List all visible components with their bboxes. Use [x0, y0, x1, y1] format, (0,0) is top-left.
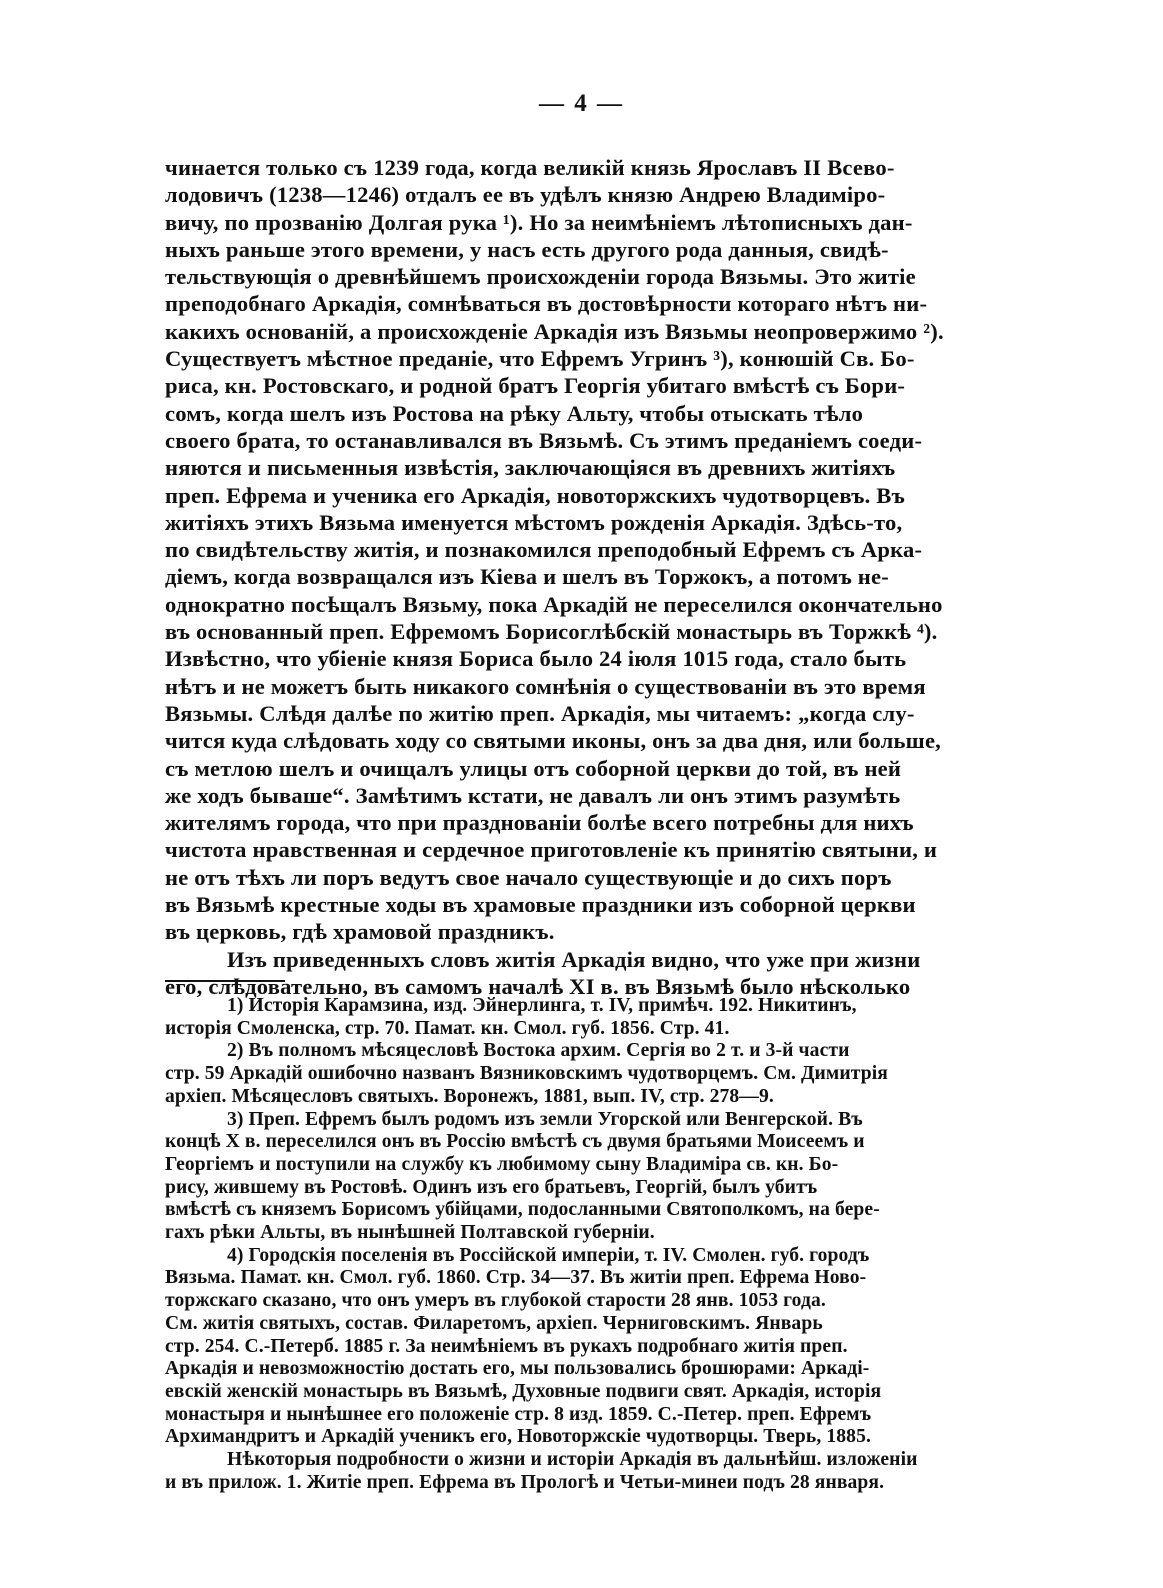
text-line: житіяхъ этихъ Вязьма именуется мѣстомъ рожденія Аркадія. Здѣсь-то, — [165, 509, 903, 535]
text-line: няются и письменныя извѣстія, заключающіяся въ древнихъ житіяхъ — [165, 455, 896, 481]
footnote-line: и въ прилож. 1. Житіе преп. Ефрема въ Прологѣ и Четьи-минеи подъ 28 января. — [165, 1471, 885, 1493]
text-line: въ церковь, гдѣ храмовой праздникъ. — [165, 919, 555, 945]
main-text — [165, 154, 995, 1000]
footnote-line: стр. 254. С.-Петерб. 1885 г. За неимѣніемъ въ рукахъ подробнаго житія преп. — [165, 1335, 848, 1357]
footnote-line: архіеп. Мѣсяцесловъ святыхъ. Воронежъ, 1881, вып. IV, стр. 278—9. — [165, 1085, 774, 1107]
text-line: не отъ тѣхъ ли поръ ведутъ свое начало существующіе и до сихъ поръ — [165, 864, 892, 890]
text-line: его, слѣдовательно, въ самомъ началѣ XI в. въ Вязьмѣ было нѣсколько — [165, 973, 911, 999]
text-line: лодовичъ (1238—1246) отдалъ ее въ удѣлъ князю Андрею Владиміро- — [165, 182, 886, 208]
footnote-line: вмѣстѣ съ княземъ Борисомъ убійцами, подосланными Святополкомъ, на бере- — [165, 1199, 880, 1221]
text-line: въ основанный преп. Ефремомъ Борисоглѣбскій монастырь въ Торжкѣ ⁴). — [165, 619, 938, 645]
text-line: своего брата, то останавливался въ Вязьмѣ. Съ этимъ преданіемъ соеди- — [165, 427, 923, 453]
text-line: въ Вязьмѣ крестные ходы въ храмовые праздники изъ соборной церкви — [165, 892, 916, 918]
text-line: же ходъ бываше“. Замѣтимъ кстати, не давалъ ли онъ этимъ разумѣть — [165, 782, 901, 808]
footnote-line: 1) Исторія Карамзина, изд. Эйнерлинга, т. IV, примѣч. 192. Никитинъ, — [227, 995, 857, 1016]
text-line: ныхъ раньше этого времени, у насъ есть другого рода данныя, свидѣ- — [165, 236, 889, 262]
text-line: Изъ приведенныхъ словъ житія Аркадія видно, что уже при жизни — [227, 946, 921, 972]
footnote-line: гахъ рѣки Альты, въ нынѣшней Полтавской губерніи. — [165, 1222, 655, 1244]
footnote-line: исторія Смоленска, стр. 70. Памат. кн. Смол. губ. 1856. Стр. 41. — [165, 1017, 730, 1039]
text-line: Вязьмы. Слѣдя далѣе по житію преп. Аркадія, мы читаемъ: „когда слу- — [165, 700, 915, 726]
text-line: сомъ, когда шелъ изъ Ростова на рѣку Альту, чтобы отыскать тѣло — [165, 400, 864, 426]
footnote-line: Аркадія и невозможностію достать его, мы пользовались брошюрами: Аркаді- — [165, 1358, 870, 1380]
footnote-line: Нѣкоторыя подробности о жизни и исторіи Аркадія въ дальнѣйш. изложеніи — [227, 1449, 918, 1471]
text-line: преп. Ефрема и ученика его Аркадія, новоторжскихъ чудотворцевъ. Въ — [165, 482, 905, 508]
footnote-line: Архимандритъ и Аркадій ученикъ его, Новоторжскіе чудотворцы. Тверь, 1885. — [165, 1426, 871, 1448]
page-number: — 4 — — [539, 90, 624, 117]
text-line: діемъ, когда возвращался изъ Кіева и шелъ въ Торжокъ, а потомъ не- — [165, 564, 889, 590]
footnote-line: 2) Въ полномъ мѣсяцесловѣ Востока архим. Сергія во 2 т. и 3-й части — [227, 1040, 850, 1062]
footnote-line: 4) Городскія поселенія въ Россійской имперіи, т. IV. Смолен. губ. городъ — [227, 1244, 870, 1266]
text-line: тельствующія о древнѣйшемъ происхожденіи города Вязьмы. Это житіе — [165, 264, 916, 290]
text-line: преподобнаго Аркадія, сомнѣваться въ достовѣрности котораго нѣтъ ни- — [165, 291, 928, 317]
text-line: чинается только съ 1239 года, когда великій князь Ярославъ II Всево- — [165, 155, 895, 180]
text-line: чистота нравственная и сердечное приготовленіе къ принятію святыни, и — [165, 837, 938, 863]
footnote-line: концѣ X в. переселился онъ въ Россію вмѣстѣ съ двумя братьями Моисеемъ и — [165, 1131, 865, 1153]
footnote-line: См. житія святыхъ, состав. Филаретомъ, архіеп. Черниговскимъ. Январь — [165, 1312, 823, 1334]
text-line: риса, кн. Ростовскаго, и родной братъ Георгія убитаго вмѣстѣ съ Бори- — [165, 373, 906, 399]
footnote-line: евскій женскій монастырь въ Вязьмѣ, Духовные подвиги свят. Аркадія, исторія — [165, 1380, 882, 1402]
footnote-line: рису, жившему въ Ростовѣ. Одинъ изъ его братьевъ, Георгій, былъ убитъ — [165, 1176, 818, 1198]
text-line: какихъ основаній, а происхожденіе Аркадія изъ Вязьмы неопровержимо ²). — [165, 318, 944, 344]
footnote-line: Вязьма. Памат. кн. Смол. губ. 1860. Стр. 34—37. Въ житіи преп. Ефрема Ново- — [165, 1267, 867, 1289]
footnote-line: монастыря и нынѣшнее его положеніе стр. 8 изд. 1859. С.-Петер. преп. Ефремъ — [165, 1403, 872, 1425]
text-line: съ метлою шелъ и очищалъ улицы отъ соборной церкви до той, въ ней — [165, 755, 902, 781]
text-line: Извѣстно, что убіеніе князя Бориса было 24 іюля 1015 года, стало быть — [165, 646, 907, 672]
text-line: вичу, по прозванію Долгая рука ¹). Но за неимѣніемъ лѣтописныхъ дан- — [165, 209, 913, 235]
text-line: нѣтъ и не можетъ быть никакого сомнѣнія о существованіи въ это время — [165, 673, 926, 699]
text-line: по свидѣтельству житія, и познакомился преподобный Ефремъ съ Арка- — [165, 537, 923, 563]
footnotes — [165, 995, 995, 1494]
text-line: Существуетъ мѣстное преданіе, что Ефремъ Угринъ ³), конюшій Св. Бо- — [165, 346, 915, 372]
footnote-line: Георгіемъ и поступили на службу къ любимому сыну Владиміра св. кн. Бо- — [165, 1153, 839, 1175]
footnote-divider — [165, 980, 285, 982]
text-line: жителямъ города, что при празднованіи болѣе всего потребны для нихъ — [165, 810, 914, 836]
text-line: однократно посѣщалъ Вязьму, пока Аркадій не переселился окончательно — [165, 591, 943, 617]
footnote-line: 3) Преп. Ефремъ былъ родомъ изъ земли Угорской или Венгерской. Въ — [227, 1108, 863, 1130]
footnote-line: стр. 59 Аркадій ошибочно названъ Вязниковскимъ чудотворцемъ. См. Димитрія — [165, 1063, 888, 1085]
text-line: чится куда слѣдовать ходу со святыми иконы, онъ за два дня, или больше, — [165, 728, 942, 754]
footnote-line: торжскаго сказано, что онъ умеръ въ глубокой старости 28 янв. 1053 года. — [165, 1290, 826, 1312]
